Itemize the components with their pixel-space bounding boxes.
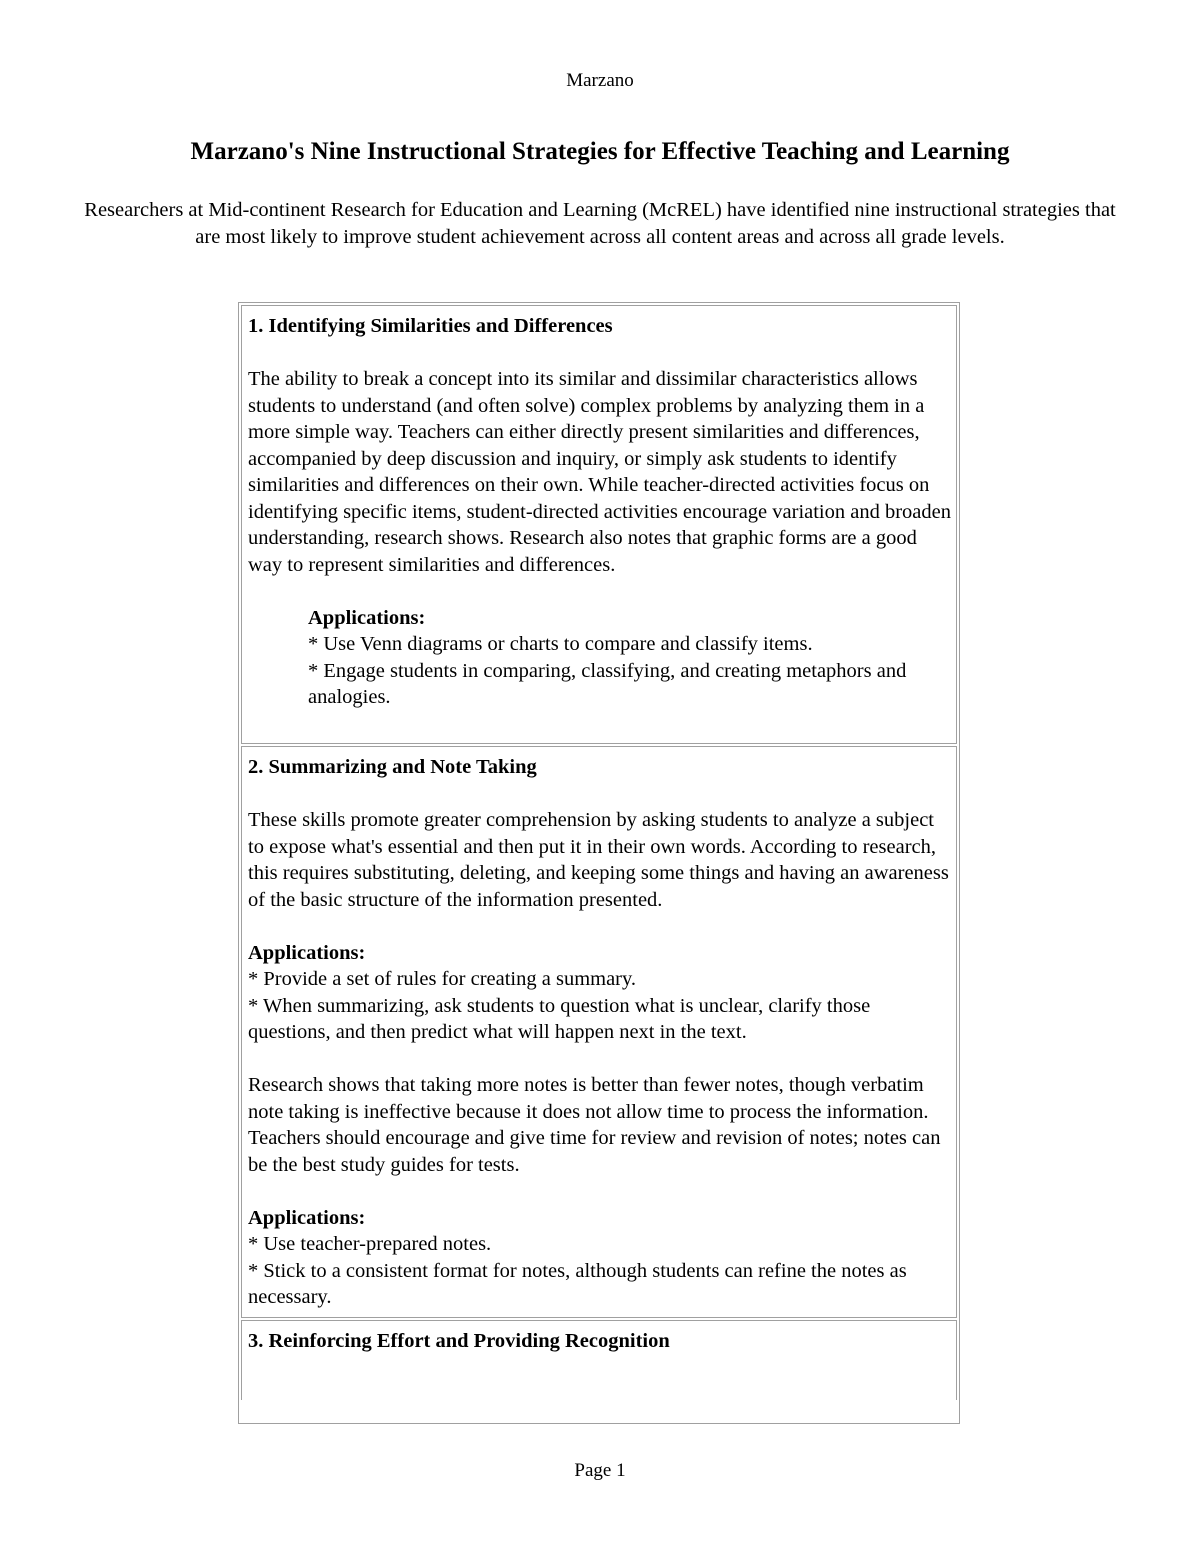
page-number: Page 1	[574, 1460, 626, 1481]
strategies-table	[238, 302, 960, 1424]
strategy-title: 3. Reinforcing Effort and Providing Recognition	[248, 1329, 670, 1352]
application-item: * Stick to a consistent format for notes, although students can refine the notes as necessary.	[248, 1259, 907, 1308]
strategy-cell-1	[241, 305, 957, 744]
strategy-description: The ability to break a concept into its similar and dissimilar characteristics allows students to understand (and often solve) complex problems by analyzing them in a more simple way. Teachers can either directly present similarities and differences, accompanied by deep discussion and inquiry, or simply ask students to identify similarities and differences on their own. While teacher-directed activities focus on identifying specific items, student-directed activities encourage variation and broaden understanding, research shows. Research also notes that graphic forms are a good way to represent similarities and differences.	[248, 368, 952, 576]
application-item: * Use teacher-prepared notes.	[248, 1233, 492, 1255]
application-item: * Engage students in comparing, classifying, and creating metaphors and analogies.	[308, 659, 907, 708]
strategy-cell-3	[241, 1320, 957, 1400]
running-header: Marzano	[566, 70, 634, 91]
applications-heading: Applications:	[308, 606, 426, 629]
application-item: * When summarizing, ask students to question what is unclear, clarify those questions, and then predict what will happen next in the text.	[248, 994, 871, 1043]
cell-spacer	[248, 711, 951, 738]
applications-heading: Applications:	[248, 941, 366, 964]
applications-block-2	[248, 1205, 951, 1311]
applications-block	[248, 605, 951, 711]
strategy-description: These skills promote greater comprehension by asking students to analyze a subject to expose what's essential and then put it in their own words. According to research, this requires substituting, deleting, and keeping some things and having an awareness of the basic structure of the information presented.	[248, 809, 949, 911]
application-item: * Use Venn diagrams or charts to compare and classify items.	[308, 633, 813, 655]
application-item: * Provide a set of rules for creating a summary.	[248, 968, 637, 990]
document-title: Marzano's Nine Instructional Strategies for Effective Teaching and Learning	[190, 138, 1010, 165]
intro-paragraph: Researchers at Mid-continent Research for Education and Learning (McREL) have identified nine instructional strategies that are most likely to improve student achievement across all content areas and across all grade levels.	[84, 199, 1116, 248]
strategy-title: 2. Summarizing and Note Taking	[248, 756, 537, 778]
strategy-title: 1. Identifying Similarities and Differences	[248, 315, 613, 337]
applications-block	[248, 940, 951, 1046]
applications-heading: Applications:	[248, 1206, 366, 1229]
strategy-cell-2	[241, 746, 957, 1318]
strategy-description-2: Research shows that taking more notes is better than fewer notes, though verbatim note taking is ineffective because it does not allow time to process the information. Teachers should encourage and give time for review and revision of notes; notes can be the best study guides for tests.	[248, 1074, 941, 1176]
